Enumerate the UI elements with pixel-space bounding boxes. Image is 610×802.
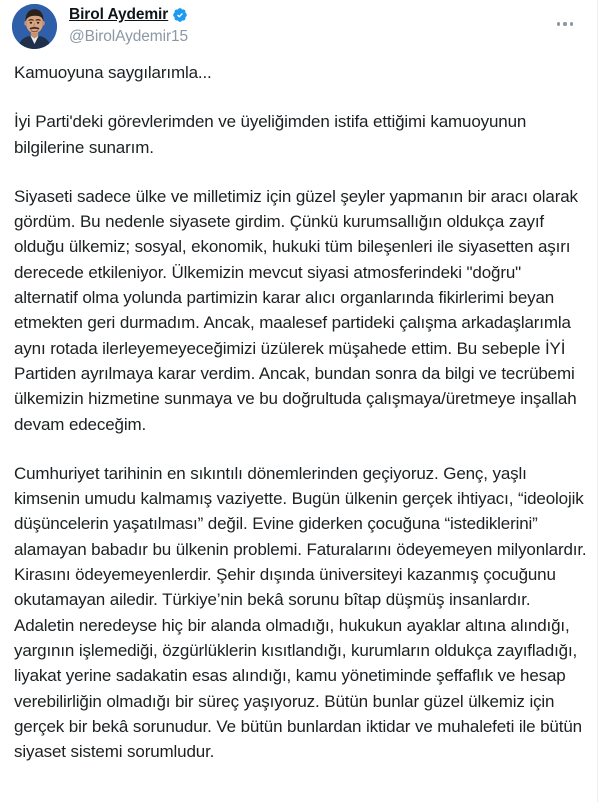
tweet-paragraph: Siyaseti sadece ülke ve milletimiz için güzel şeyler yapmanın bir aracı olarak gördüm. Bu nedenle siyasete girdim. Çünkü kurumsallığın oldukça zayıf olduğu ülkemiz; sosyal, ekonomik, hukuki tüm bileşenleri ile siyasetten aşırı derecede etkileniyor. Ülkemizin mevcut siyasi atmosferindeki "doğru" alternatif olma yolunda partimizin karar alıcı organlarında fikirlerimi beyan etmekten geri durmadım. Ancak, maalesef partideki çalışma arkadaşlarımla aynı rotada ilerleyemeyeceğimizi üzülerek müşahede ettim. Bu sebeple İYİ Partiden ayrılmaya karar verdim. Ancak, bundan sonra da bilgi ve tecrübemi ülkemizin hizmetine sunmaya ve bu doğrultuda çalışmaya/üretmeye inşallah devam edeceğim.	[14, 186, 583, 434]
tweet-header	[12, 4, 598, 54]
verified-badge-icon	[172, 7, 188, 23]
more-options-icon[interactable]	[552, 14, 578, 34]
more-dot	[563, 22, 566, 25]
avatar[interactable]	[12, 4, 57, 49]
tweet-paragraph: İyi Parti'deki görevlerimden ve üyeliğimden istifa ettiğimi kamuoyunun bilgilerine sunarım.	[14, 112, 531, 157]
panel-right-divider	[597, 0, 598, 802]
author-display-name[interactable]: Birol Aydemir	[69, 6, 169, 23]
tweet-body	[14, 60, 592, 764]
author-handle[interactable]: @BirolAydemir15	[69, 28, 189, 45]
author-name-row	[69, 5, 188, 25]
tweet-paragraph: Cumhuriyet tarihinin en sıkıntılı dönemlerinden geçiyoruz. Genç, yaşlı kimsenin umudu kalmamış vaziyette. Bugün ülkenin gerçek ihtiyacı, “ideolojik düşüncelerin yaşatılması” değil. Evine giderken çocuğuna “istediklerini” alamayan babadır bu ülkenin problemi. Faturalarını ödeyemeyen milyonlardır. Kirasını ödeyemeyenlerdir. Şehir dışında üniversiteyi kazanmış çocuğunu okutamayan ailedir. Türkiye’nin bekâ sorunu bîtap düşmüş insanlardır. Adaletin neredeyse hiç bir alanda olmadığı, hukukun ayaklar altına alındığı, yargının işlemediği, özgürlüklerin kısıtlandığı, kurumların oldukça zayıfladığı, liyakat yerine sadakatin esas alındığı, kamu yönetiminde şeffaflık ve hesap verebilirliğin olmadığı bir süreç yaşıyoruz. Bütün bunlar güzel ülkemiz için gerçek bir bekâ sorunudur. Ve bütün bunlardan iktidar ve muhalefeti ile bütün siyaset sistemi sorumludur.	[14, 463, 592, 762]
author-identity[interactable]	[69, 5, 188, 47]
more-dot	[557, 22, 560, 25]
tweet-paragraph: Kamuoyuna saygılarımla...	[14, 63, 212, 82]
more-dot	[570, 22, 573, 25]
